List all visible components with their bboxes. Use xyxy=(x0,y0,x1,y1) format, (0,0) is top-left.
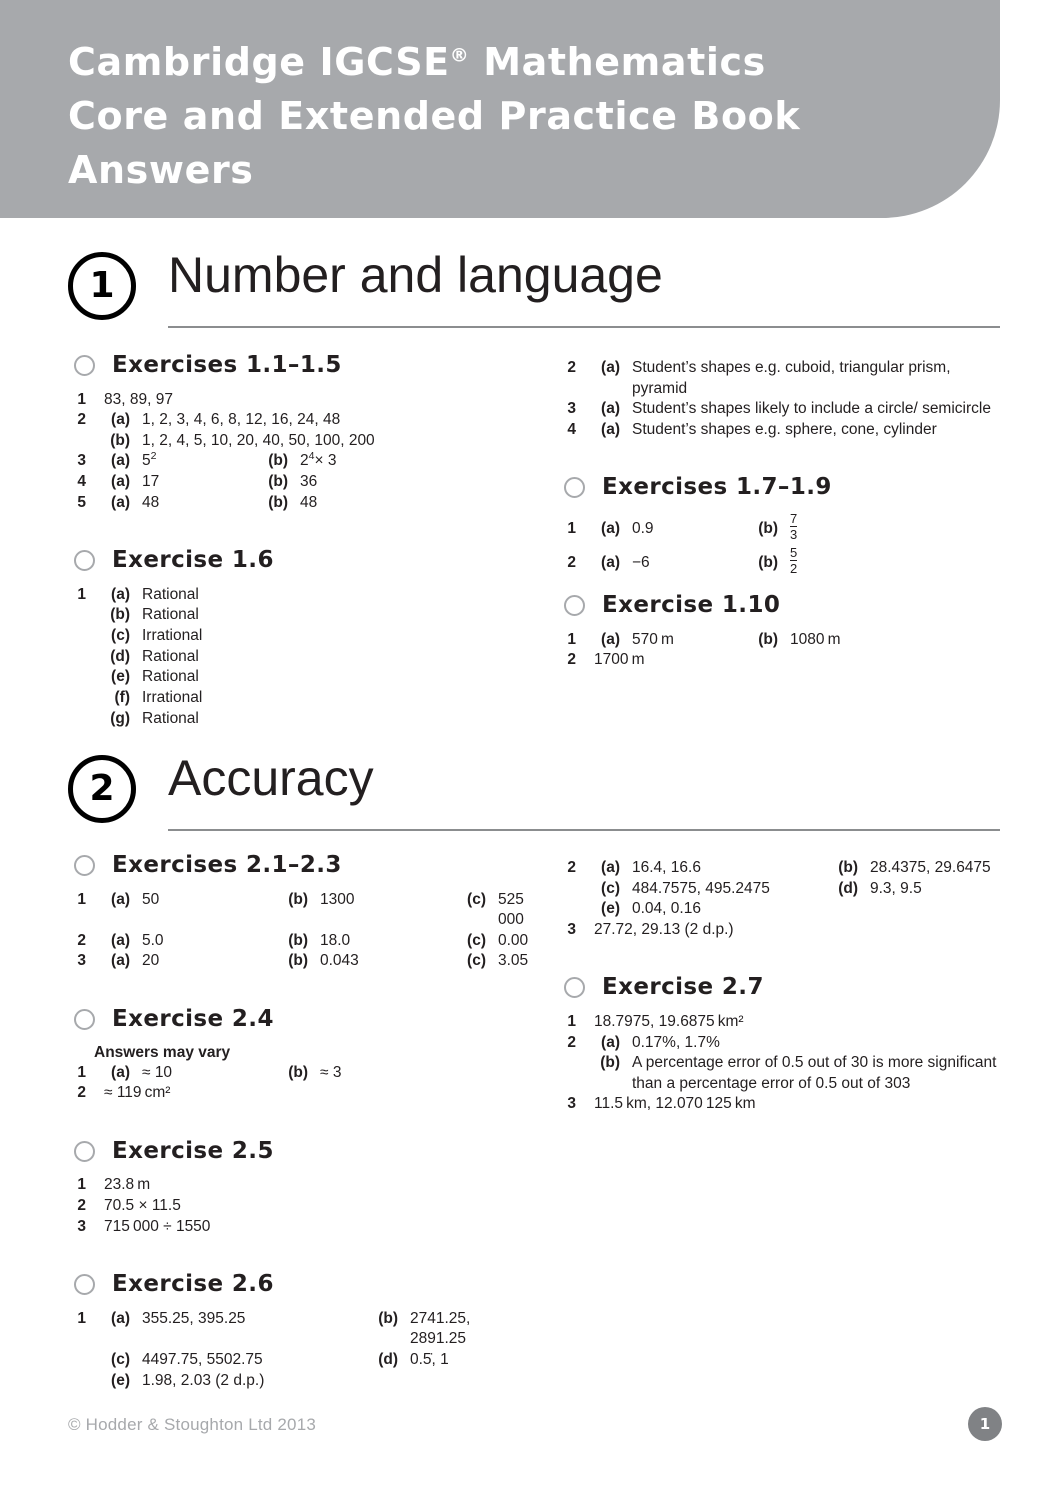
answer-value: 50 xyxy=(142,890,160,908)
question-number: 3 xyxy=(77,1217,86,1235)
answer-value: Rational xyxy=(142,709,199,727)
answer-value: 18.0 xyxy=(320,931,351,949)
section-spacer xyxy=(558,940,1008,974)
part-label: (b) xyxy=(758,630,778,648)
question-number: 2 xyxy=(567,359,576,376)
page-number-badge: 1 xyxy=(968,1407,1002,1441)
exercise-heading-1-6 xyxy=(68,547,518,575)
part-label: (c) xyxy=(601,879,620,897)
answer-row xyxy=(68,1371,518,1392)
answer-list-2-5 xyxy=(68,1175,518,1237)
question-number: 1 xyxy=(77,890,86,908)
answer-value: 1080 m xyxy=(790,630,841,648)
exercise-heading-2-7 xyxy=(558,974,1008,1002)
part-label: (b) xyxy=(378,1309,398,1327)
answer-row xyxy=(558,858,1008,879)
section-spacer xyxy=(68,1237,518,1271)
part-label: (a) xyxy=(601,359,620,376)
exercise-heading-2-1-2-3 xyxy=(68,852,518,880)
answer-value: 484.7575, 495.2475 xyxy=(632,879,770,897)
part-label: (a) xyxy=(601,420,620,438)
answer-row xyxy=(68,626,518,647)
section-spacer xyxy=(558,440,1008,474)
answer-row xyxy=(558,1053,1008,1094)
page-title-line-1-pre: Cambridge IGCSE xyxy=(68,40,450,84)
answer-value: 1700 m xyxy=(594,651,645,669)
bullet-circle-icon xyxy=(564,595,585,616)
part-label: (b) xyxy=(268,452,288,470)
part-label: (b) xyxy=(110,606,130,624)
answer-row xyxy=(68,890,527,931)
answer-row xyxy=(68,1217,518,1238)
question-number: 1 xyxy=(77,1309,86,1327)
question-number: 5 xyxy=(77,493,86,511)
question-number: 4 xyxy=(567,420,576,438)
bullet-circle-icon xyxy=(74,855,95,876)
answer-base: 5 xyxy=(142,452,151,470)
answer-value xyxy=(132,451,252,472)
exercise-heading-2-5 xyxy=(68,1138,518,1166)
answer-list-1-1-1-5 xyxy=(68,390,518,514)
bullet-circle-icon xyxy=(74,1141,95,1162)
answer-list-2-4 xyxy=(68,1063,518,1104)
registered-trademark-icon: ® xyxy=(449,44,470,67)
answer-row xyxy=(558,358,1008,399)
fraction-numerator: 5 xyxy=(790,545,798,561)
answer-value: 1, 2, 4, 5, 10, 20, 40, 50, 100, 200 xyxy=(142,431,375,449)
answer-value: 16.4, 16.6 xyxy=(632,859,701,876)
answer-row xyxy=(558,899,1008,920)
answer-row xyxy=(68,1350,518,1371)
part-label: (b) xyxy=(110,431,130,449)
answer-value: 5.0 xyxy=(142,931,164,949)
part-label: (c) xyxy=(111,1351,130,1369)
answer-list-2-1-2-3 xyxy=(68,890,529,972)
answer-value: Irrational xyxy=(142,688,203,706)
answer-value: 2741.25, 2891.25 xyxy=(410,1309,471,1348)
answer-row xyxy=(558,399,1008,420)
part-label: (b) xyxy=(758,520,778,538)
chapter-2-right-column xyxy=(558,852,1008,1115)
answer-row xyxy=(68,585,518,606)
question-number: 1 xyxy=(77,390,86,408)
part-label: (a) xyxy=(601,554,620,572)
part-label: (a) xyxy=(601,859,620,876)
chapter-number-badge xyxy=(68,755,136,823)
answer-value: 715 000 ÷ 1550 xyxy=(104,1217,211,1235)
exercise-heading-1-1-1-5 xyxy=(68,352,518,380)
exercise-heading-label: Exercises 2.1–2.3 xyxy=(112,852,342,878)
question-number: 2 xyxy=(567,859,576,876)
answer-value: ≈ 10 xyxy=(142,1063,173,1081)
exercise-heading-label: Exercise 2.5 xyxy=(112,1137,274,1164)
answer-value: 20 xyxy=(142,952,160,970)
answer-row xyxy=(68,688,518,709)
bullet-circle-icon xyxy=(564,477,585,498)
answer-list-1-10 xyxy=(558,630,1008,671)
answer-exponent: 4 xyxy=(308,450,315,463)
answer-value xyxy=(290,451,518,472)
answer-row xyxy=(558,879,1008,900)
answer-value: Irrational xyxy=(142,627,203,645)
exercise-heading-label: Exercise 2.4 xyxy=(112,1006,274,1033)
answer-row xyxy=(558,1094,1008,1115)
answer-list-2-1-2-3-continued xyxy=(558,858,1008,940)
answer-row xyxy=(68,1196,518,1217)
answer-list-1-1-1-5-continued xyxy=(558,358,1008,440)
page-title xyxy=(68,36,968,198)
part-label: (a) xyxy=(601,520,620,538)
answer-value: 355.25, 395.25 xyxy=(142,1309,246,1327)
part-label: (e) xyxy=(601,900,620,918)
exercise-heading-2-4 xyxy=(68,1006,518,1034)
exercise-heading-1-10 xyxy=(558,592,1008,620)
chapter-2-header xyxy=(68,750,1000,835)
answer-row xyxy=(558,920,1008,941)
answer-value-fraction xyxy=(780,546,1008,580)
question-number: 1 xyxy=(567,630,576,648)
part-label: (b) xyxy=(288,890,308,908)
part-label: (a) xyxy=(111,931,130,949)
question-number: 1 xyxy=(77,1176,86,1194)
part-label: (d) xyxy=(378,1351,398,1369)
part-label: (a) xyxy=(111,952,130,970)
question-number: 3 xyxy=(567,1095,576,1113)
bullet-circle-icon xyxy=(74,1009,95,1030)
part-label: (b) xyxy=(268,493,288,511)
answer-value: 11.5 km, 12.070 125 km xyxy=(594,1095,756,1113)
question-number: 3 xyxy=(567,920,576,938)
answer-row xyxy=(68,1063,518,1084)
answer-row xyxy=(68,472,518,493)
chapter-2-left-column xyxy=(68,852,529,1391)
answer-value: Rational xyxy=(142,606,199,624)
answer-value: 28.4375, 29.6475 xyxy=(870,859,991,876)
section-spacer xyxy=(68,1104,518,1138)
answer-value-fraction xyxy=(780,512,1008,546)
question-number: 4 xyxy=(77,473,86,491)
question-number: 2 xyxy=(567,1033,576,1051)
answer-value: 1300 xyxy=(320,890,355,908)
answer-list-2-6 xyxy=(68,1309,518,1391)
answer-value: ≈ 3 xyxy=(320,1063,342,1081)
part-label: (b) xyxy=(288,952,308,970)
page-header-banner xyxy=(0,0,1000,218)
exercise-heading-label: Exercise 1.6 xyxy=(112,547,274,574)
fraction-denominator: 2 xyxy=(790,561,798,577)
answer-row xyxy=(68,431,518,452)
part-label: (c) xyxy=(467,890,486,908)
bullet-circle-icon xyxy=(74,355,95,376)
answer-value: 3.05 xyxy=(498,952,529,970)
part-label: (a) xyxy=(601,630,620,648)
part-label: (a) xyxy=(111,473,130,491)
question-number: 2 xyxy=(567,651,576,669)
answer-value: 0.5̇, 1 xyxy=(410,1351,449,1369)
answer-list-1-6 xyxy=(68,585,518,729)
answer-row xyxy=(68,931,529,952)
answer-row xyxy=(558,650,1008,671)
question-number: 3 xyxy=(567,400,576,418)
question-number: 1 xyxy=(77,1063,86,1081)
part-label: (c) xyxy=(467,931,486,949)
answer-row xyxy=(558,630,1008,651)
part-label: (a) xyxy=(111,585,130,603)
answer-value: ≈ 119 cm² xyxy=(104,1084,171,1102)
question-number: 3 xyxy=(77,452,86,470)
part-label: (c) xyxy=(111,627,130,645)
answer-value: Rational xyxy=(142,585,199,603)
answer-value: 525 000 xyxy=(498,890,527,929)
question-number: 2 xyxy=(77,1197,86,1215)
answer-row xyxy=(68,1175,518,1196)
part-label: (a) xyxy=(111,452,130,470)
answer-value: 4497.75, 5502.75 xyxy=(142,1351,263,1369)
answer-value: 23.8 m xyxy=(104,1176,151,1194)
answer-row xyxy=(68,1083,518,1104)
part-label: (f) xyxy=(114,688,130,706)
part-label: (e) xyxy=(111,668,130,686)
chapter-number-badge xyxy=(68,252,136,320)
answer-row xyxy=(68,647,518,668)
exercise-heading-label: Exercises 1.1–1.5 xyxy=(112,352,342,378)
answer-row xyxy=(68,667,518,688)
answer-row xyxy=(68,410,518,431)
part-label: (a) xyxy=(111,411,130,429)
chapter-title: Number and language xyxy=(168,247,663,303)
answer-list-1-7-1-9 xyxy=(558,512,1008,580)
bullet-circle-icon xyxy=(74,550,95,571)
answer-value: 17 xyxy=(142,473,160,491)
page-title-line-3: Answers xyxy=(68,147,254,192)
answer-value: 70.5 × 11.5 xyxy=(104,1197,181,1215)
bullet-circle-icon xyxy=(564,977,585,998)
part-label: (d) xyxy=(838,879,858,897)
answer-row xyxy=(558,512,1008,546)
question-number: 1 xyxy=(567,520,576,538)
bullet-circle-icon xyxy=(74,1274,95,1295)
answer-tail: × 3 xyxy=(314,452,337,470)
answer-value: Student’s shapes e.g. sphere, cone, cylinder xyxy=(632,420,937,438)
answer-value: Rational xyxy=(142,647,199,665)
part-label: (a) xyxy=(601,1033,620,1051)
answer-row xyxy=(68,709,518,730)
chapter-1-header xyxy=(68,247,1000,332)
part-label: (b) xyxy=(600,1054,620,1072)
chapter-1-right-column xyxy=(558,352,1008,671)
chapter-1-left-column xyxy=(68,352,518,729)
answer-value: 1, 2, 3, 4, 6, 8, 12, 16, 24, 48 xyxy=(142,411,341,429)
page-title-line-1 xyxy=(68,36,968,90)
fraction-denominator: 3 xyxy=(790,526,798,542)
exercise-heading-1-7-1-9 xyxy=(558,474,1008,502)
exercise-heading-label: Exercise 2.6 xyxy=(112,1271,274,1298)
answer-value: 0.9 xyxy=(632,520,654,538)
answer-value: 0.17%, 1.7% xyxy=(632,1033,720,1051)
chapter-title: Accuracy xyxy=(168,750,374,806)
chapter-number: 2 xyxy=(89,768,115,809)
answer-exponent: 2 xyxy=(150,450,157,463)
chapter-number: 1 xyxy=(89,265,115,306)
page-title-line-1-post: Mathematics xyxy=(469,40,766,84)
fraction-numerator: 7 xyxy=(790,511,798,527)
exercise-heading-2-6 xyxy=(68,1271,518,1299)
question-number: 2 xyxy=(77,1084,86,1102)
part-label: (e) xyxy=(111,1371,130,1389)
answer-value: 0.00 xyxy=(498,931,529,949)
part-label: (a) xyxy=(111,1309,130,1327)
answer-value: 570 m xyxy=(632,630,674,648)
answer-row xyxy=(558,1033,1008,1054)
part-label: (a) xyxy=(601,400,620,418)
answer-row xyxy=(558,1012,1008,1033)
chapter-divider xyxy=(168,326,1000,328)
copyright-notice: © Hodder & Stoughton Ltd 2013 xyxy=(68,1415,317,1434)
question-number: 2 xyxy=(567,554,576,572)
exercise-heading-label: Exercise 1.10 xyxy=(602,592,781,619)
answer-row xyxy=(68,605,518,626)
answers-may-vary-note: Answers may vary xyxy=(94,1043,231,1061)
part-label: (a) xyxy=(111,890,130,908)
answer-row xyxy=(68,951,529,972)
answer-value: 0.04, 0.16 xyxy=(632,900,701,918)
answer-value: 27.72, 29.13 (2 d.p.) xyxy=(594,920,734,938)
answer-value: Student’s shapes e.g. cuboid, triangular prism, pyramid xyxy=(632,359,951,397)
page-title-line-2: Core and Extended Practice Book xyxy=(68,93,801,138)
answer-list-2-7 xyxy=(558,1012,1008,1115)
question-number: 2 xyxy=(77,411,86,429)
answer-value: 83, 89, 97 xyxy=(104,390,173,408)
answer-row xyxy=(68,451,518,472)
answer-value: 48 xyxy=(142,493,160,511)
question-number: 2 xyxy=(77,931,86,949)
part-label: (b) xyxy=(838,859,858,876)
exercise-heading-label: Exercise 2.7 xyxy=(602,974,764,1001)
exercise-heading-label: Exercises 1.7–1.9 xyxy=(602,474,832,501)
answer-row xyxy=(68,493,518,514)
answer-value: 1.98, 2.03 (2 d.p.) xyxy=(142,1371,265,1389)
section-spacer xyxy=(558,580,1008,592)
part-label: (a) xyxy=(111,493,130,511)
answer-row xyxy=(558,546,1008,580)
question-number: 1 xyxy=(77,585,86,603)
section-spacer xyxy=(68,513,518,547)
answer-value: −6 xyxy=(632,554,650,572)
part-label: (b) xyxy=(288,1063,308,1081)
answer-value: 48 xyxy=(300,493,318,511)
part-label: (b) xyxy=(288,931,308,949)
answer-value: 36 xyxy=(300,473,318,491)
answer-value: 9.3, 9.5 xyxy=(870,879,922,897)
answer-value: Rational xyxy=(142,668,199,686)
section-spacer xyxy=(68,972,518,1006)
answer-row xyxy=(68,390,518,411)
question-number: 1 xyxy=(567,1013,576,1031)
answer-row xyxy=(558,420,1008,441)
part-label: (b) xyxy=(268,473,288,491)
answer-value: 18.7975, 19.6875 km² xyxy=(594,1013,744,1031)
answer-value: Student’s shapes likely to include a circle/ semicircle xyxy=(632,400,991,418)
answer-value: A percentage error of 0.5 out of 30 is more significant than a percentage error of 0.5 out of 303 xyxy=(632,1054,997,1092)
part-label: (d) xyxy=(110,647,130,665)
part-label: (a) xyxy=(111,1063,130,1081)
part-label: (c) xyxy=(467,952,486,970)
part-label: (b) xyxy=(758,554,778,572)
answer-base: 2 xyxy=(300,452,309,470)
part-label: (g) xyxy=(110,709,130,727)
answer-row xyxy=(68,1309,518,1350)
answer-value: 0.043 xyxy=(320,952,359,970)
question-number: 3 xyxy=(77,952,86,970)
chapter-divider xyxy=(168,829,1000,831)
